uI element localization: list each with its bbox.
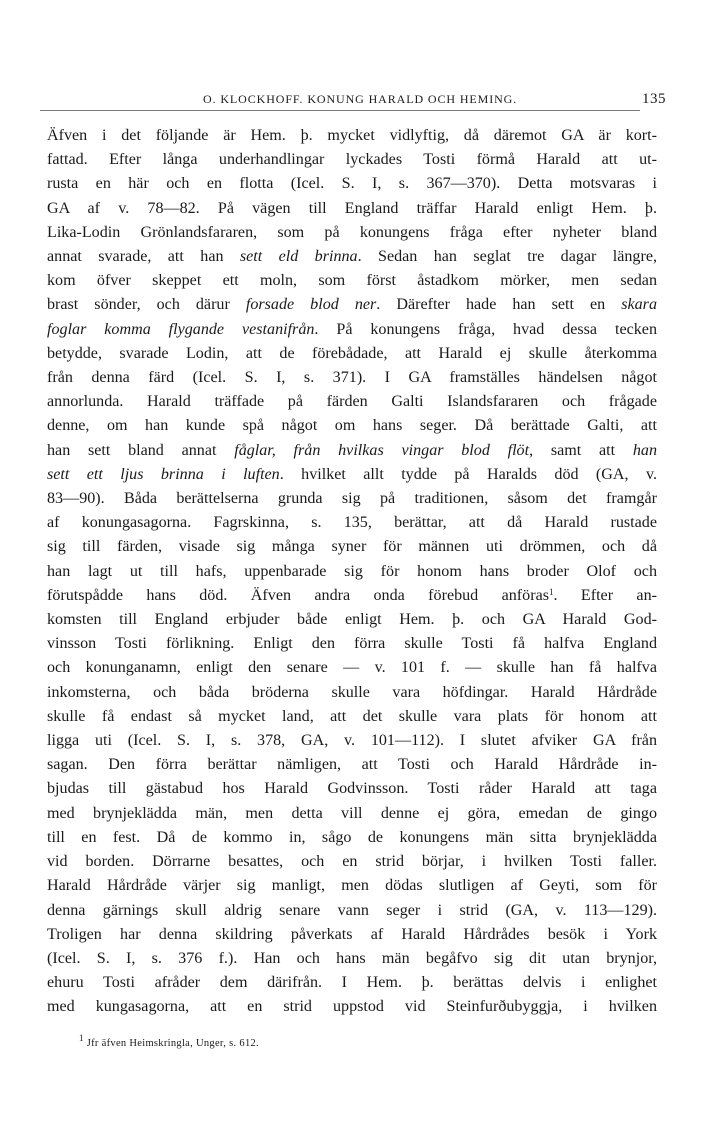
italic-segment: forsade blod ner	[245, 296, 377, 314]
text-line	[47, 172, 657, 196]
text-segment: denne, om han kunde spå något om hans seger. Då berättade Galti, att	[47, 417, 657, 435]
text-segment: annorlunda. Harald träffade på färden Galti Islandsfararen och frågade	[47, 393, 657, 411]
text-line	[47, 705, 657, 729]
text-segment: . Därefter hade han sett en	[376, 296, 622, 314]
text-line	[47, 632, 657, 656]
text-line	[47, 656, 657, 680]
text-segment: sig till färden, visade sig många syner för männen uti drömmen, och då	[47, 538, 657, 556]
text-segment: bjudas till gästabud hos Harald Godvinsson. Tosti råder Harald att taga	[47, 780, 657, 798]
italic-segment: han	[632, 441, 658, 459]
text-segment: vid borden. Dörrarne besattes, och en strid börjar, i hvilken Tosti faller.	[47, 853, 657, 871]
footnote-text: Jfr äfven Heimskringla, Unger, s. 612.	[83, 1038, 259, 1049]
text-segment: (Icel. S. I, s. 376 f.). Han och hans män begåfvo sig dit utan brynjor,	[47, 949, 657, 967]
italic-segment: skara	[621, 296, 657, 314]
text-line	[47, 439, 657, 463]
footnote-marker: 1	[79, 1033, 84, 1043]
page-number: 135	[642, 91, 666, 107]
text-segment: brast sönder, och därur	[47, 296, 246, 314]
text-segment: 83—90). Båda berättelserna grunda sig på traditionen, såsom det framgår	[47, 490, 657, 508]
text-line	[47, 535, 657, 559]
text-line	[47, 487, 657, 511]
text-line	[47, 511, 657, 535]
text-segment: vinsson Tosti förlikning. Enligt den förra skulle Tosti få halfva England	[47, 635, 657, 653]
text-segment: till en fest. Då de kommo in, sågo de konungens män sitta brynjeklädda	[47, 828, 657, 846]
text-segment: Äfven i det följande är Hem. þ. mycket vidlyftig, då däremot GA är kort-	[47, 127, 657, 144]
text-segment: annat svarade, att han	[47, 248, 240, 266]
body-text	[47, 124, 657, 1020]
italic-segment: sett ett ljus brinna i luften	[47, 465, 280, 483]
text-segment: . Efter an-	[553, 586, 657, 604]
text-segment: . hvilket allt tydde på Haralds död (GA, v.	[279, 465, 657, 483]
text-line	[47, 802, 657, 826]
text-line	[47, 729, 657, 753]
text-line	[47, 874, 657, 898]
text-segment: inkomsterna, och båda bröderna skulle vara höfdingar. Harald Hårdråde	[47, 683, 657, 701]
text-segment: från denna färd (Icel. S. I, s. 371). I GA framställes händelsen något	[47, 369, 657, 387]
italic-segment: fåglar, från hvilkas vingar blod flöt	[234, 441, 530, 459]
text-line	[47, 221, 657, 245]
text-segment: förutspådde hans död. Äfven andra onda förebud anföras	[47, 586, 549, 604]
text-segment: och konunganamn, enligt den senare — v. 101 f. — skulle han få halfva	[47, 659, 657, 677]
text-segment: Lika-Lodin Grönlandsfararen, som på konungens fråga efter nyheter bland	[47, 223, 657, 241]
text-line	[47, 342, 657, 366]
text-line	[47, 923, 657, 947]
text-segment: han lagt ut till hafs, uppenbarade sig för honom hans broder Olof och	[47, 562, 657, 580]
text-line	[47, 414, 657, 438]
text-segment: han sett bland annat	[47, 441, 235, 459]
text-line	[47, 390, 657, 414]
text-line	[47, 560, 657, 584]
text-line	[47, 197, 657, 221]
text-line	[47, 148, 657, 172]
footnote	[79, 1033, 259, 1049]
text-line	[47, 124, 657, 148]
italic-segment: sett eld brinna	[239, 248, 358, 266]
page-header	[40, 92, 680, 114]
text-line	[47, 826, 657, 850]
text-segment: . Sedan han seglat tre dagar längre,	[357, 248, 658, 266]
text-segment: , samt att	[529, 441, 633, 459]
text-segment: Harald Hårdråde värjer sig manligt, men dödas slutligen af Geyti, som för	[47, 877, 657, 895]
text-line	[47, 584, 657, 608]
text-line	[47, 971, 657, 995]
text-segment: af konungasagorna. Fagrskinna, s. 135, berättar, att då Harald rustade	[47, 514, 657, 532]
text-line	[47, 777, 657, 801]
text-segment: betydde, svarade Lodin, att de förebådade, att Harald ej skulle återkomma	[47, 344, 657, 362]
text-line	[47, 681, 657, 705]
text-line	[47, 850, 657, 874]
footnote-reference: 1	[548, 586, 554, 597]
text-segment: fattad. Efter långa underhandlingar lyckades Tosti förmå Harald att ut-	[47, 151, 657, 169]
text-line	[47, 293, 657, 317]
text-segment: komsten till England erbjuder både enligt Hem. þ. och GA Harald God-	[47, 611, 657, 629]
text-line	[47, 245, 657, 269]
text-line	[47, 463, 657, 487]
text-segment: sagan. Den förra berättar nämligen, att Tosti och Harald Hårdråde in-	[47, 756, 657, 774]
text-line	[47, 366, 657, 390]
italic-segment: foglar komma flygande vestanifrån	[47, 320, 315, 338]
text-segment: ligga uti (Icel. S. I, s. 378, GA, v. 101—112). I slutet afviker GA från	[47, 732, 657, 750]
text-segment: med brynjeklädda män, men detta vill denne ej göra, emedan de gingo	[47, 804, 657, 822]
text-line	[47, 899, 657, 923]
text-segment: skulle få endast så mycket land, att det skulle vara plats för honom att	[47, 707, 657, 725]
text-line	[47, 753, 657, 777]
text-segment: ehuru Tosti afråder dem därifrån. I Hem. þ. berättas delvis i enlighet	[47, 974, 657, 992]
text-line	[47, 608, 657, 632]
text-segment: kom öfver skeppet ett moln, som först åstadkom mörker, men sedan	[47, 272, 657, 290]
text-line	[47, 995, 657, 1019]
text-segment: Troligen har denna skildring påverkats af Harald Hårdrådes besök i York	[47, 925, 657, 943]
text-segment: rusta en här och en flotta (Icel. S. I, s. 367—370). Detta motsvaras i	[47, 175, 657, 193]
text-line	[47, 947, 657, 971]
text-segment: med kungasagorna, att en strid uppstod vid Steinfurðubyggja, i hvilken	[47, 998, 657, 1016]
text-line	[47, 269, 657, 293]
running-head: O. KLOCKHOFF. KONUNG HARALD OCH HEMING.	[203, 92, 518, 106]
text-segment: GA af v. 78—82. På vägen till England träffar Harald enligt Hem. þ.	[47, 199, 657, 217]
text-line	[47, 318, 657, 342]
text-segment: . På konungens fråga, hvad dessa tecken	[314, 320, 657, 338]
text-segment: denna gärnings skull aldrig senare vann seger i strid (GA, v. 113—129).	[47, 901, 657, 919]
header-rule	[40, 110, 640, 111]
